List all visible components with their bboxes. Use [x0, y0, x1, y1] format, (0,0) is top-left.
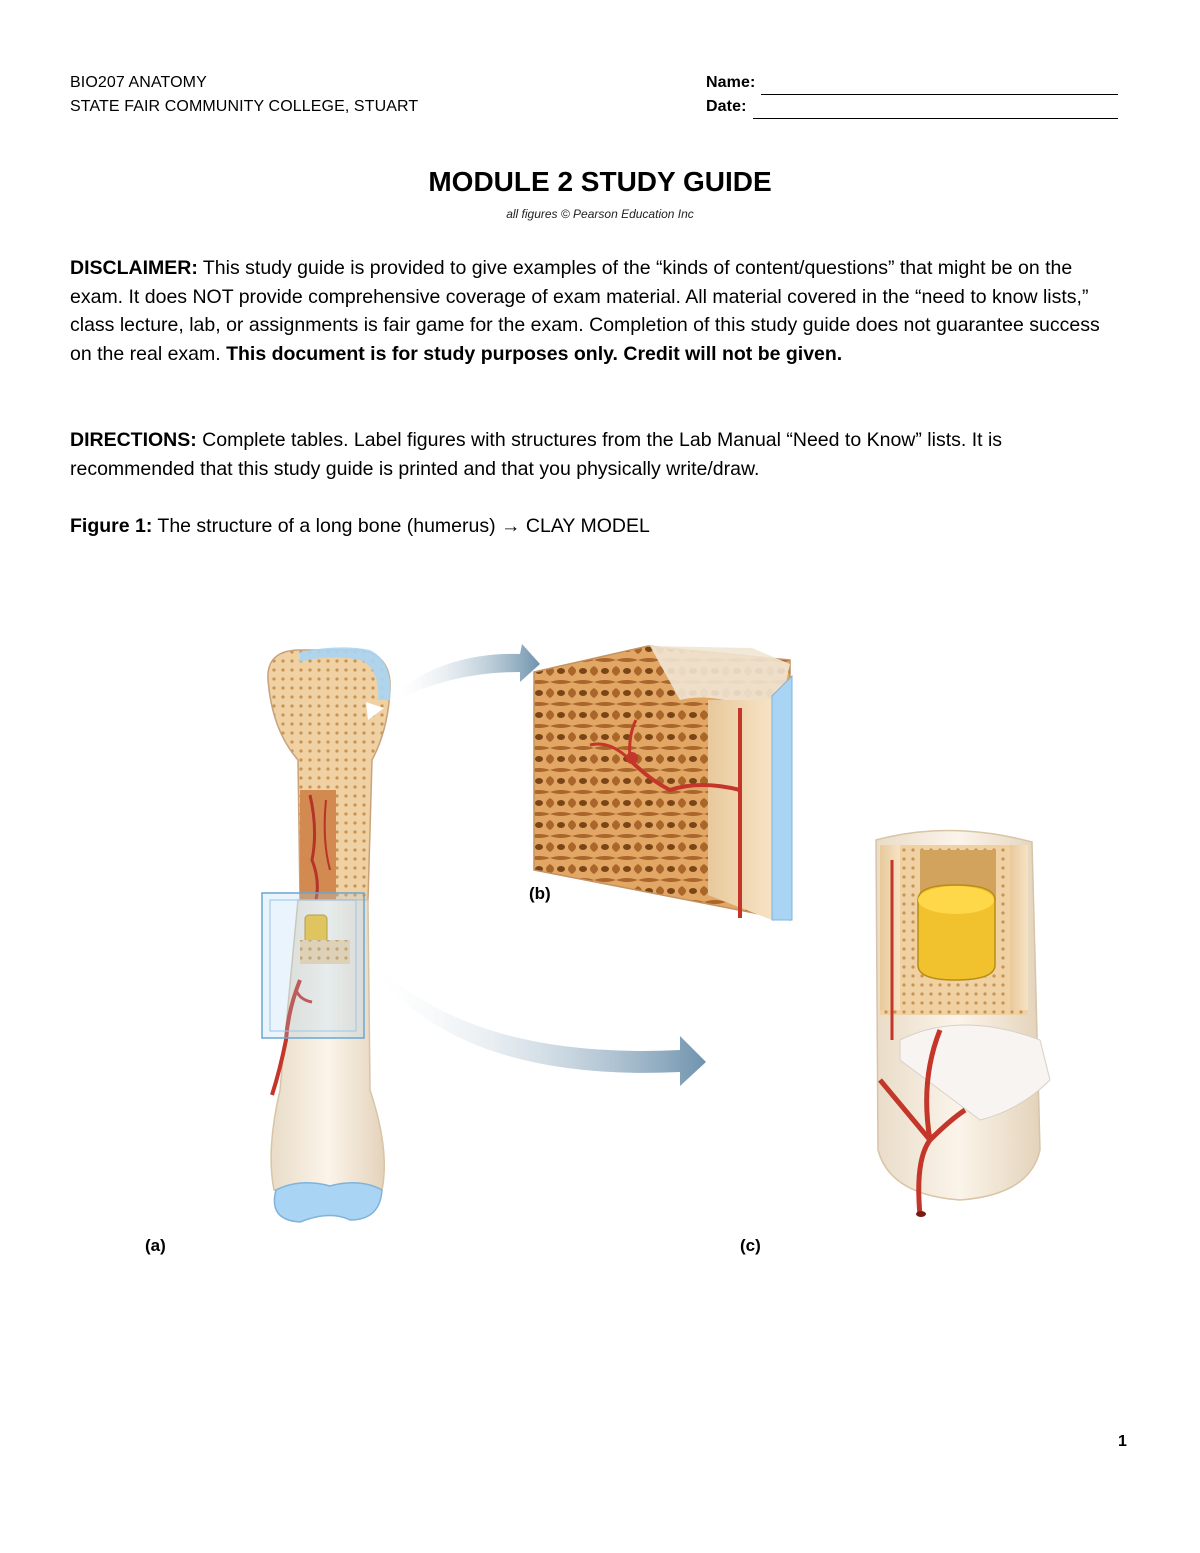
page-title: MODULE 2 STUDY GUIDE [428, 166, 772, 197]
disclaimer-label: DISCLAIMER: [70, 257, 198, 279]
panel-a-long-bone [262, 647, 391, 1222]
figure1-text: The structure of a long bone (humerus) → CLAY MODEL [152, 515, 650, 537]
figure1-label: Figure 1: [70, 515, 153, 537]
figure-label-a: (a) [145, 1236, 166, 1255]
arrow-a-to-c [380, 968, 706, 1086]
name-label: Name: [706, 74, 756, 91]
figure-credit: all figures © Pearson Education Inc [506, 207, 694, 221]
course-title: BIO207 ANATOMY [70, 74, 207, 91]
page-number: 1 [1118, 1433, 1127, 1450]
directions-label: DIRECTIONS: [70, 429, 197, 451]
figure-label-b: (b) [529, 884, 551, 903]
directions-text: Complete tables. Label figures with structures from the Lab Manual “Need to Know” lists. It is recommended that this study guide is printed and that you physically write/draw. [70, 429, 1003, 480]
figure-label-c: (c) [740, 1236, 761, 1255]
disclaimer-bold-text: This document is for study purposes only. Credit will not be given. [226, 342, 843, 365]
date-label: Date: [706, 98, 747, 115]
college-name: STATE FAIR COMMUNITY COLLEGE, STUART [70, 98, 419, 115]
arrow-a-to-b [398, 644, 540, 700]
panel-c-compact-bone [876, 830, 1050, 1217]
panel-b-spongy-bone [534, 646, 792, 920]
disclaimer-text: This study guide is provided to give examples of the “kinds of content/questions” that might be on the exam. It does NOT provide comprehensive coverage of exam material. All material covered in the “need to know lists,” class lecture, lab, or assignments is fair game for the exam. Completion of this study guide does not guarantee success on the real exam. [70, 257, 1100, 365]
